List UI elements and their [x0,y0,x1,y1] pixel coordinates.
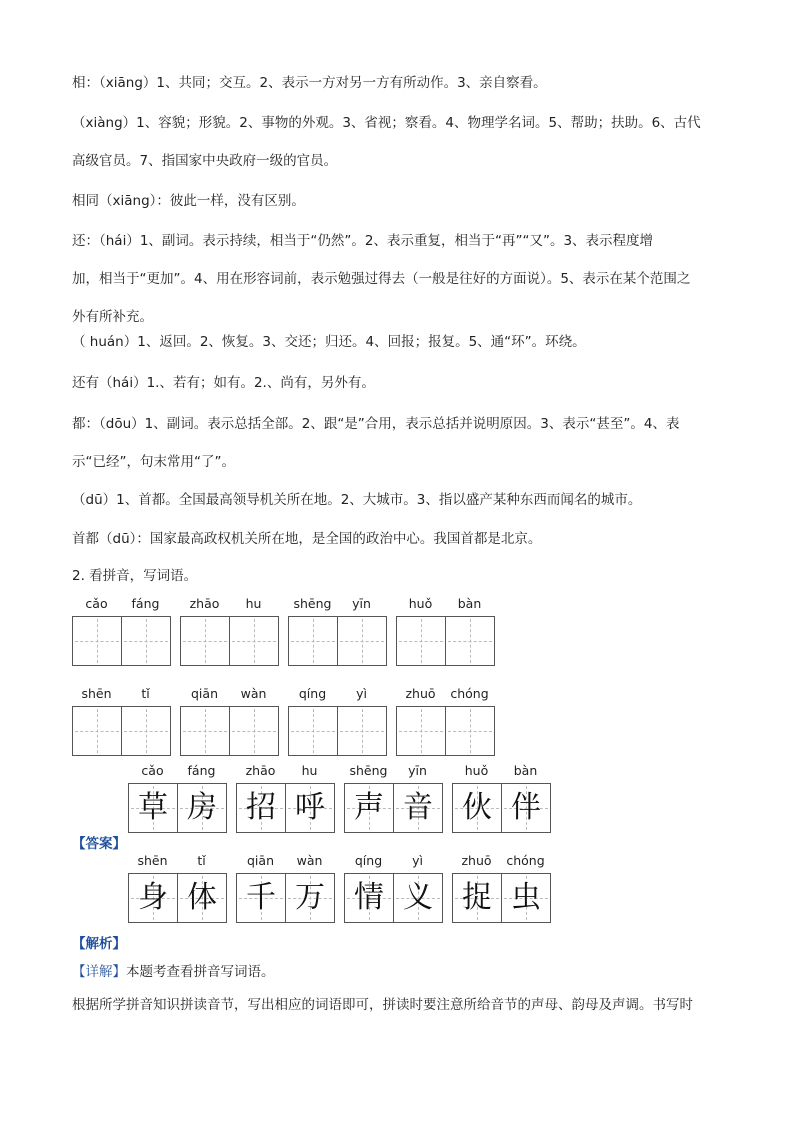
writing-box[interactable] [121,706,171,756]
pinyin: fáng [131,596,160,611]
word-cell [180,596,278,666]
explanation-line: 根据所学拼音知识拼读音节，写出相应的词语即可，拼读时要注意所给音节的声母、韵母及声调。书写时 [72,997,693,1013]
answer-box [344,783,394,833]
answer-box [501,783,551,833]
answer-label: 【答案】 [72,836,126,852]
word-cell [396,686,494,756]
hanzi: 捉 [462,880,492,915]
writing-box[interactable] [445,616,495,666]
pinyin: fáng [187,763,216,778]
writing-box[interactable] [337,616,387,666]
answer-box [452,873,502,923]
pinyin: bàn [513,763,538,778]
word-cell [396,596,494,666]
word-cell [236,853,334,923]
answer-box [344,873,394,923]
pinyin: huǒ [464,763,489,778]
answer-row-1 [128,763,558,833]
word-cell [180,686,278,756]
pinyin: qíng [298,686,327,701]
analysis-label: 【解析】 [72,936,126,952]
pinyin: qiān [247,853,274,868]
entry-shoudu: 首都（dū）：国家最高政权机关所在地，是全国的政治中心。我国首都是北京。 [72,531,542,547]
writing-box[interactable] [229,616,279,666]
hanzi: 体 [187,880,217,915]
hanzi: 千 [246,880,276,915]
pinyin: hu [245,596,262,611]
writing-box[interactable] [229,706,279,756]
pinyin: zhuō [461,853,492,868]
entry-dou: 都：（dōu）1、副词。表示总括全部。2、跟“是”合用，表示总括并说明原因。3、表示“甚至”。4、表 示“已经”，句末常用“了”。 [72,416,680,470]
hanzi: 伴 [511,790,541,825]
word-cell [452,763,550,833]
pinyin: qíng [354,853,383,868]
detail-text: 本题考查看拼音写词语。 [126,964,275,980]
word-cell [128,763,226,833]
answer-box [177,873,227,923]
word-cell [72,596,170,666]
word-cell [344,853,442,923]
pinyin: zhāo [245,763,276,778]
hanzi: 义 [403,880,433,915]
answer-box [236,783,286,833]
word-cell [344,763,442,833]
pinyin: zhuō [405,686,436,701]
pinyin: yì [356,686,367,701]
answer-box [285,873,335,923]
writing-box[interactable] [72,616,122,666]
hanzi: 音 [403,790,433,825]
pinyin: shēn [137,853,168,868]
pinyin: hu [301,763,318,778]
word-cell [128,853,226,923]
hanzi: 情 [354,880,384,915]
detail-label: 【详解】 [72,964,126,980]
pinyin: bàn [457,596,482,611]
pinyin: tǐ [141,686,150,701]
pinyin: chóng [506,853,545,868]
pinyin: cǎo [85,596,108,611]
writing-box[interactable] [180,616,230,666]
answer-box [128,873,178,923]
entry-xiang-2: （xiàng）1、容貌；形貌。2、事物的外观。3、省视；察看。4、物理学名词。5、帮助；扶助。6、古代 高级官员。7、指国家中央政府一级的官员。 [72,115,701,169]
answer-box [128,783,178,833]
writing-box[interactable] [288,616,338,666]
writing-box[interactable] [121,616,171,666]
hanzi: 招 [246,790,276,825]
word-cell [288,686,386,756]
writing-box[interactable] [396,706,446,756]
question-2-title: 2. 看拼音，写词语。 [72,568,198,584]
writing-box[interactable] [337,706,387,756]
hanzi: 呼 [295,790,325,825]
pinyin: yīn [352,596,371,611]
pinyin: qiān [191,686,218,701]
answer-box [236,873,286,923]
entry-hai: 还：（hái）1、副词。表示持续，相当于“仍然”。2、表示重复，相当于“再”“又”。3、表示程度增 加，相当于“更加”。4、用在形容词前，表示勉强过得去（一般是往好的方面说）。5、表示在某个范围之 外有所补充。 [72,233,691,325]
answer-box [452,783,502,833]
answer-box [393,783,443,833]
hanzi: 万 [295,880,325,915]
answer-box [177,783,227,833]
answer-box [501,873,551,923]
hanzi: 房 [187,790,217,825]
entry-huan: （ huán）1、返回。2、恢复。3、交还；归还。4、回报；报复。5、通“环”。环绕。 [72,334,586,350]
pinyin: chóng [450,686,489,701]
hanzi: 虫 [511,880,541,915]
pinyin: wàn [240,686,267,701]
pinyin: yì [412,853,423,868]
entry-du: （dū）1、首都。全国最高领导机关所在地。2、大城市。3、指以盛产某种东西而闻名的城市。 [72,492,642,508]
word-cell [288,596,386,666]
word-cell [452,853,550,923]
word-cell [236,763,334,833]
pinyin: shēng [349,763,388,778]
writing-box[interactable] [288,706,338,756]
pinyin: cǎo [141,763,164,778]
entry-xiang-1: 相：（xiāng）1、共同；交互。2、表示一方对另一方有所动作。3、亲自察看。 [72,75,547,91]
word-cell [72,686,170,756]
hanzi: 声 [354,790,384,825]
writing-box[interactable] [396,616,446,666]
pinyin: yīn [408,763,427,778]
hanzi: 伙 [462,790,492,825]
pinyin: wàn [296,853,323,868]
question-row-1 [72,596,502,666]
pinyin: zhāo [189,596,220,611]
hanzi: 草 [138,790,168,825]
answer-box [393,873,443,923]
entry-haiyou: 还有（hái）1.、若有；如有。2.、尚有，另外有。 [72,375,375,391]
pinyin: shēng [293,596,332,611]
pinyin: tǐ [197,853,206,868]
answer-row-2 [128,853,558,923]
pinyin: huǒ [408,596,433,611]
pinyin: shēn [81,686,112,701]
writing-box[interactable] [445,706,495,756]
entry-xiangtong: 相同（xiāng）：彼此一样，没有区别。 [72,193,305,209]
writing-box[interactable] [180,706,230,756]
writing-box[interactable] [72,706,122,756]
question-row-2 [72,686,502,756]
answer-box [285,783,335,833]
hanzi: 身 [138,880,168,915]
